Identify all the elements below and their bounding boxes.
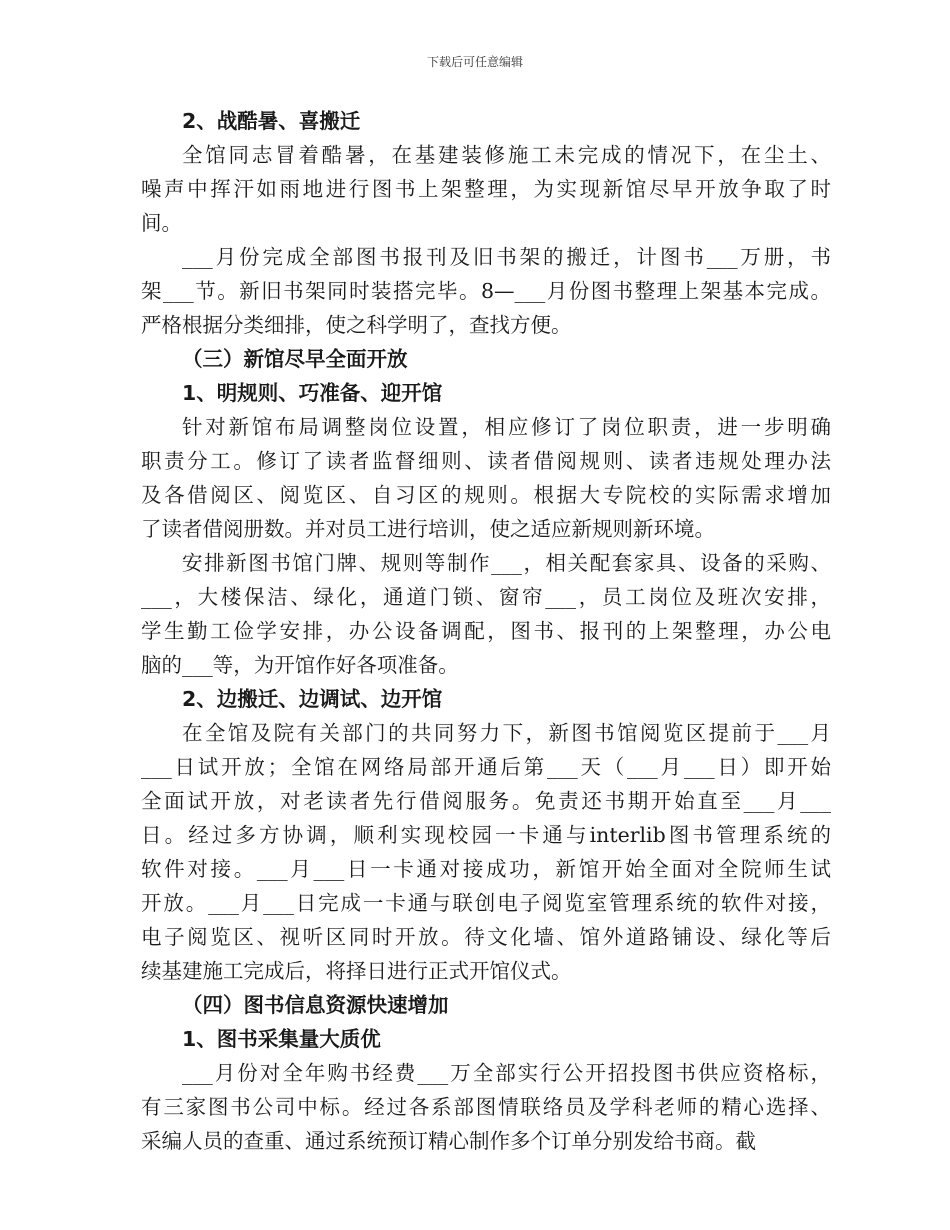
paragraph bbox=[141, 1056, 831, 1158]
text-line: 全馆同志冒着酷暑，在基建装修施工未完成的情况下，在尘土、 bbox=[182, 143, 831, 167]
text-line: 有三家图书公司中标。经过各系部图情联络员及学科老师的精心选择、 bbox=[141, 1095, 831, 1119]
section-heading: 2、战酷暑、喜搬迁 bbox=[182, 109, 361, 133]
text-line: 续基建施工完成后，将择日进行正式开馆仪式。 bbox=[141, 959, 572, 983]
text-line: 脑的___等，为开馆作好各项准备。 bbox=[141, 653, 459, 677]
text-line: 开放。___月___日完成一卡通与联创电子阅览室管理系统的软件对接， bbox=[141, 891, 831, 915]
text-line: 日。经过多方协调，顺利实现校园一卡通与interlib图书管理系统的 bbox=[141, 823, 831, 847]
text-line: 学生勤工俭学安排，办公设备调配，图书、报刊的上架整理，办公电 bbox=[141, 619, 831, 643]
section-heading: 1、明规则、巧准备、迎开馆 bbox=[182, 381, 443, 405]
text-line: ___月份完成全部图书报刊及旧书架的搬迁，计图书___万册，书 bbox=[182, 245, 831, 269]
section-heading: （三）新馆尽早全面开放 bbox=[182, 347, 408, 371]
page-header: 下载后可任意编辑 bbox=[426, 55, 523, 69]
text-line: 全面试开放，对老读者先行借阅服务。免责还书期开始直至___月___ bbox=[141, 789, 831, 813]
section-heading: （四）图书信息资源快速增加 bbox=[182, 993, 449, 1017]
text-line: 严格根据分类细排，使之科学明了，查找方便。 bbox=[141, 313, 572, 337]
section-heading: 2、边搬迁、边调试、边开馆 bbox=[182, 687, 443, 711]
document-body bbox=[141, 104, 831, 1158]
paragraph bbox=[141, 138, 831, 240]
paragraph bbox=[141, 240, 831, 342]
text-line: 职责分工。修订了读者监督细则、读者借阅规则、读者违规处理办法 bbox=[141, 449, 831, 473]
text-line: 架___节。新旧书架同时装搭完毕。8—___月份图书整理上架基本完成。 bbox=[141, 279, 831, 303]
text-line: 噪声中挥汗如雨地进行图书上架整理，为实现新馆尽早开放争取了时 bbox=[141, 177, 831, 201]
text-line: 了读者借阅册数。并对员工进行培训，使之适应新规则新环境。 bbox=[141, 517, 715, 541]
text-line: 安排新图书馆门牌、规则等制作___，相关配套家具、设备的采购、 bbox=[182, 551, 831, 575]
text-line: 在全馆及院有关部门的共同努力下，新图书馆阅览区提前于___月 bbox=[182, 721, 831, 745]
text-line: ___，大楼保洁、绿化，通道门锁、窗帘___，员工岗位及班次安排， bbox=[141, 585, 831, 609]
text-line: ___月份对全年购书经费___万全部实行公开招投图书供应资格标， bbox=[182, 1061, 831, 1085]
text-line: 软件对接。___月___日一卡通对接成功，新馆开始全面对全院师生试 bbox=[141, 857, 831, 881]
text-line: 针对新馆布局调整岗位设置，相应修订了岗位职责，进一步明确 bbox=[182, 415, 831, 439]
text-line: 电子阅览区、视听区同时开放。待文化墙、馆外道路铺设、绿化等后 bbox=[141, 925, 831, 949]
text-line: 间。 bbox=[141, 211, 182, 235]
text-line: 及各借阅区、阅览区、自习区的规则。根据大专院校的实际需求增加 bbox=[141, 483, 831, 507]
paragraph bbox=[141, 716, 831, 988]
text-line: 采编人员的查重、通过系统预订精心制作多个订单分别发给书商。截 bbox=[141, 1129, 756, 1153]
section-heading: 1、图书采集量大质优 bbox=[182, 1027, 381, 1051]
paragraph bbox=[141, 410, 831, 546]
paragraph bbox=[141, 546, 831, 682]
text-line: ___日试开放；全馆在网络局部开通后第___天（___月___日）即开始 bbox=[141, 755, 831, 779]
